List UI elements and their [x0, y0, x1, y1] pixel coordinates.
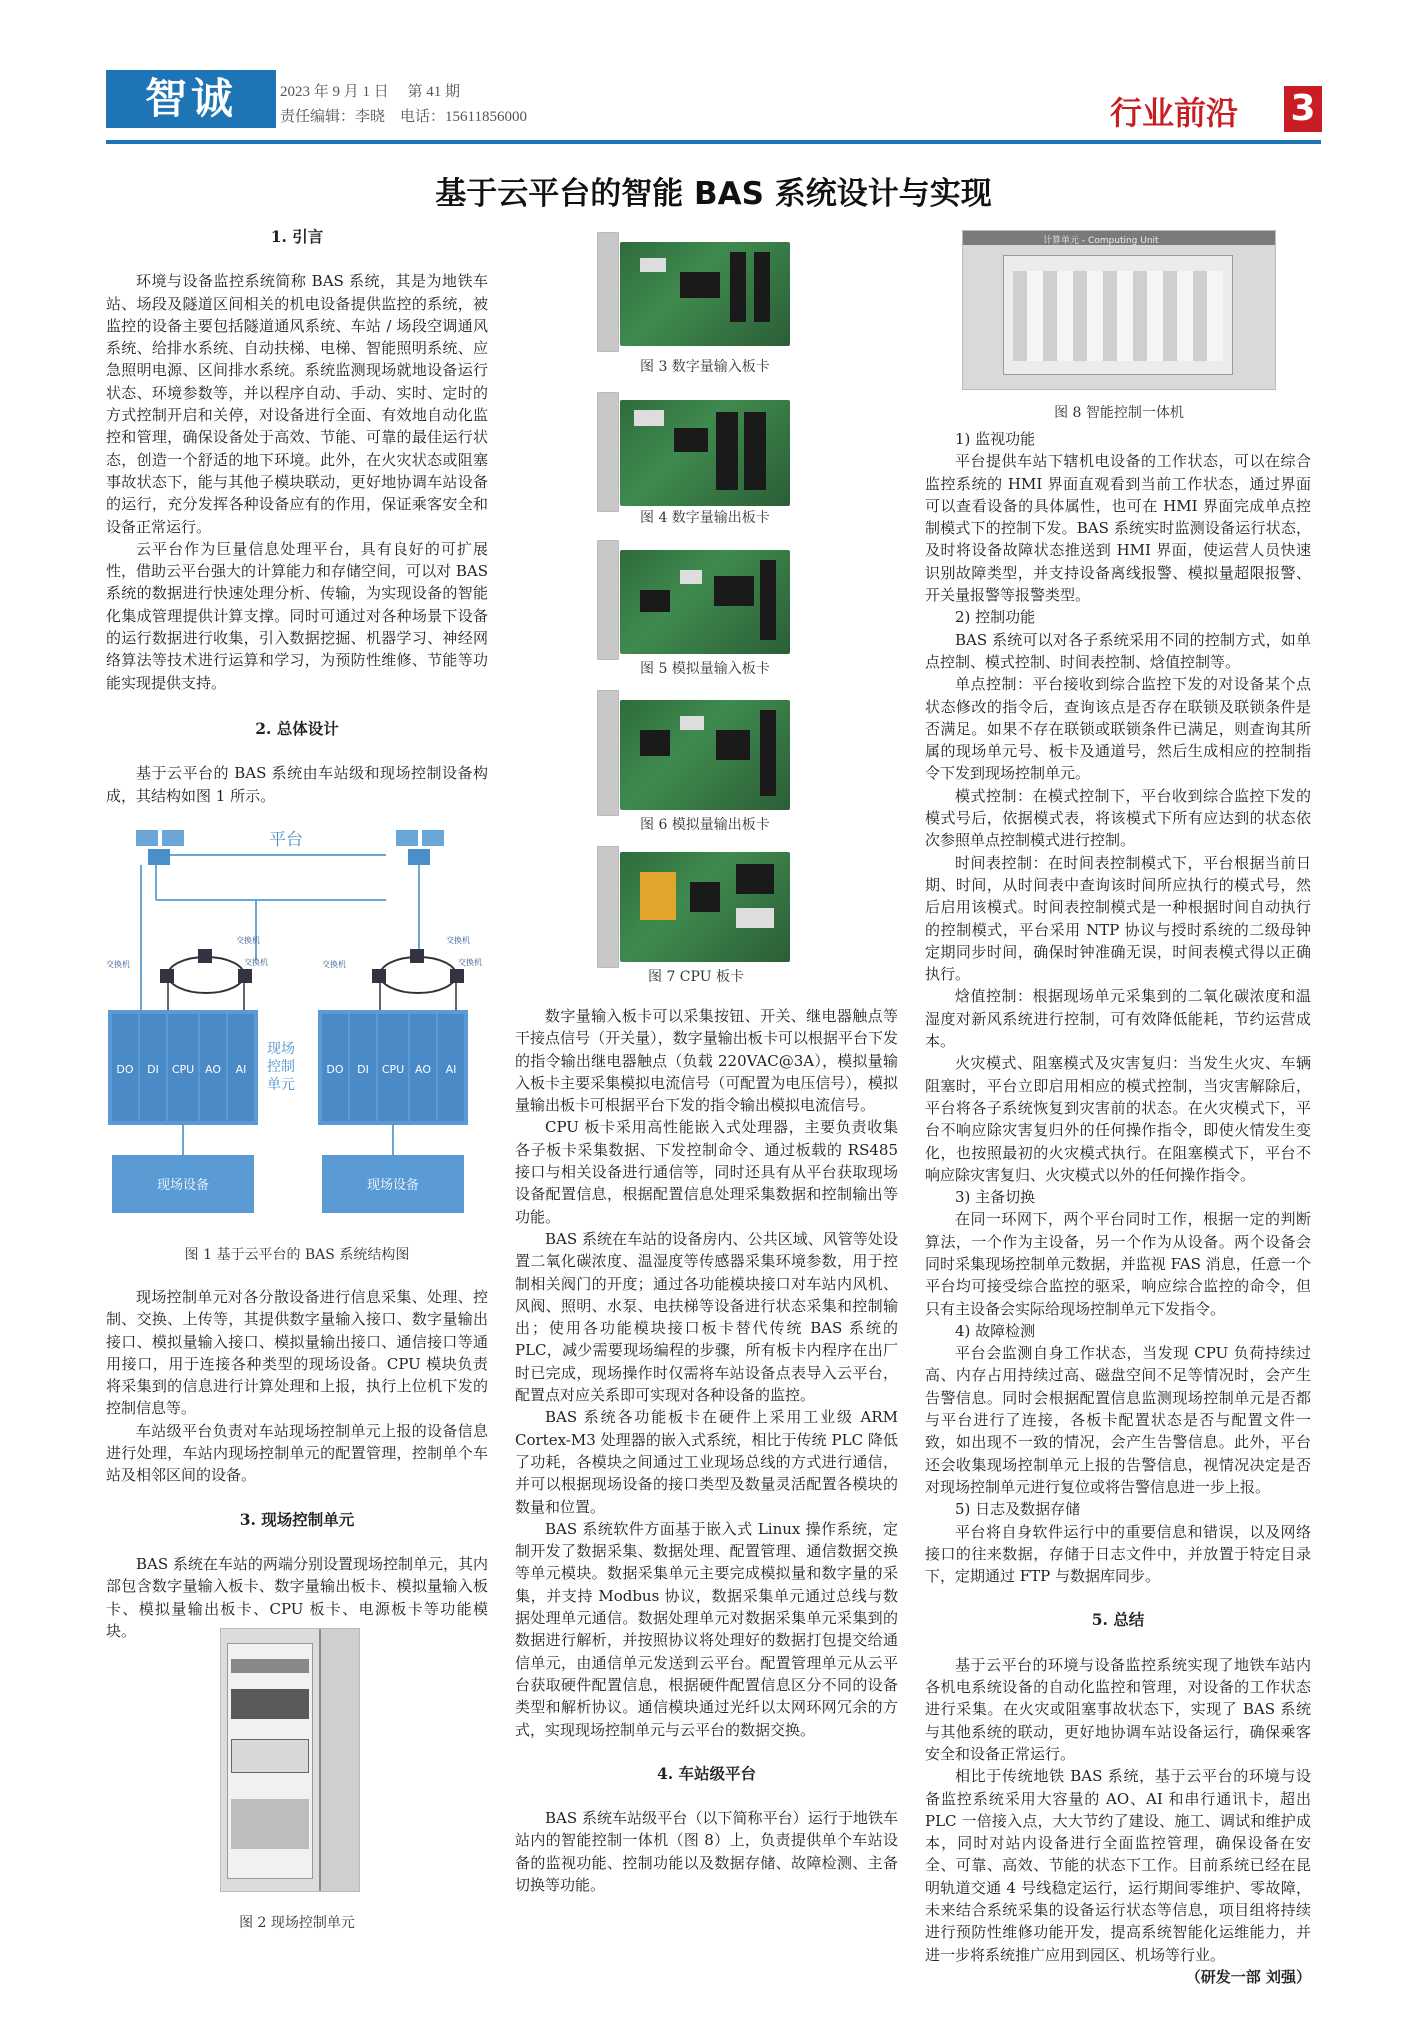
unit-paragraph-2: 数字量输入板卡可以采集按钮、开关、继电器触点等干接点信号（开关量），数字量输出板卡可以根据平台下发的指令输出继电器触点（负载 220VAC@3A），模拟量输入板卡主要采集模拟电流信号（可配置为电压信号），模拟量输出板卡可根据平台下发的指令输出模拟电流信号。	[515, 1007, 898, 1115]
masthead-rule	[106, 140, 1321, 144]
left-column-lower	[106, 1286, 488, 1642]
newspaper-logo: 智诚	[106, 70, 276, 128]
monitor-title: 1) 监视功能	[955, 430, 1036, 448]
station-heading: 4. 车站级平台	[656, 1763, 757, 1783]
fig3-board-photo	[620, 242, 790, 346]
module-label: DI	[147, 1063, 159, 1076]
design-paragraph-3: 车站级平台负责对车站现场控制单元上报的设备信息进行处理，车站内现场控制单元的配置管理，控制单个车站及相邻区间的设备。	[106, 1421, 488, 1485]
module-label: DI	[357, 1063, 369, 1076]
section-number: 3	[1284, 86, 1322, 132]
module-label: AO	[415, 1063, 431, 1076]
fig8-controller-photo	[962, 230, 1276, 390]
left-column	[106, 226, 488, 807]
control-paragraph-2: 单点控制：平台接收到综合监控下发的对设备某个点状态修改的指令后，查询该点是否存在联锁及联锁条件是否满足。如果不存在联锁或联锁条件已满足，则查询其所属的现场单元号、板卡及通道号，然后生成相应的控制指令下发到现场控制单元。	[925, 675, 1311, 783]
module-label: AI	[235, 1063, 247, 1076]
article-headline: 基于云平台的智能 BAS 系统设计与实现	[435, 176, 992, 212]
fig6-caption: 图 6 模拟量输出板卡	[640, 817, 770, 833]
control-unit-label: 现场控制单元	[267, 1041, 295, 1093]
control-paragraph-5: 焓值控制：根据现场单元采集到的二氧化碳浓度和温湿度对新风系统进行控制，可有效降低能耗，节约运营成本。	[925, 987, 1311, 1051]
summary-paragraph-1: 基于云平台的环境与设备监控系统实现了地铁车站内各机电系统设备的自动化监控和管理，对设备的工作状态进行采集。在火灾或阻塞事故状态下，实现了 BAS 系统与其他系统的联动，更好地协调车站设备运行，确保乘客安全和设备正常运行。	[925, 1655, 1311, 1763]
station-paragraph-1: BAS 系统车站级平台（以下简称平台）运行于地铁车站内的智能控制一体机（图 8）上，负责提供单个车站设备的监视功能、控制功能以及数据存储、故障检测、主备切换等功能。	[515, 1809, 898, 1894]
control-paragraph-1: BAS 系统可以对各子系统采用不同的控制方式，如单点控制、模式控制、时间表控制、焓值控制等。	[925, 630, 1311, 671]
design-paragraph-1: 基于云平台的 BAS 系统由车站级和现场控制设备构成，其结构如图 1 所示。	[106, 764, 488, 805]
module-label: AO	[205, 1063, 221, 1076]
control-paragraph-6: 火灾模式、阻塞模式及灾害复归：当发生火灾、车辆阻塞时，平台立即启用相应的模式控制，当灾害解除后，平台将各子系统恢复到灾害前的状态。在火灾模式下，平台不响应除灾害复归外的任何操作指令，即使火情发生变化，也按照最初的火灾模式执行。在阻塞模式下，平台不响应除灾害复归、火灾模式以外的任何操作指令。	[925, 1054, 1311, 1184]
module-label: CPU	[381, 1063, 405, 1076]
fig1-caption: 图 1 基于云平台的 BAS 系统结构图	[184, 1247, 410, 1263]
unit-paragraph-1: BAS 系统在车站的两端分别设置现场控制单元，其内部包含数字量输入板卡、数字量输出板卡、模拟量输入板卡、模拟量输出板卡、CPU 板卡、电源板卡等功能模块。	[106, 1554, 488, 1640]
unit-label-wrap	[261, 1040, 301, 1110]
fault-paragraph: 平台会监测自身工作状态，当发现 CPU 负荷持续过高、内存占用持续过高、磁盘空间不足等情况时，会产生告警信息。同时会根据配置信息监测现场控制单元是否都与平台进行了连接，各板卡配置状态是否与配置文件一致，如出现不一致的情况，会产生告警信息。此外，平台还会收集现场控制单元上报的告警信息，视情况决定是否对现场控制单元进行复位或将告警信息进一步上报。	[925, 1344, 1311, 1496]
summary-heading: 5. 总结	[1091, 1610, 1145, 1630]
issue-date: 2023 年 9 月 1 日 第 41 期	[280, 84, 461, 100]
byline: （研发一部 刘强）	[1185, 1967, 1311, 1986]
field-device-label: 现场设备	[156, 1178, 210, 1193]
middle-column	[515, 1005, 898, 1896]
fig7-board-photo	[620, 852, 790, 962]
design-paragraph-2: 现场控制单元对各分散设备进行信息采集、处理、控制、交换、上传等，其提供数字量输入接口、数字量输出接口、模拟量输入接口、模拟量输出接口、通信接口等通用接口，用于连接各种类型的现场设备。CPU 模块负责将采集到的信息进行计算处理和上报，执行上位机下发的控制信息等。	[106, 1288, 488, 1418]
module-label: CPU	[171, 1063, 195, 1076]
server-cluster-icon	[396, 830, 444, 865]
server-cluster-icon	[136, 830, 184, 865]
ring-network-left	[106, 935, 268, 1010]
module-label: DO	[116, 1063, 134, 1076]
control-unit-left	[108, 1010, 258, 1125]
unit-heading: 3. 现场控制单元	[239, 1509, 355, 1529]
board-faceplate	[597, 392, 619, 512]
editor-line: 责任编辑：李晓 电话：15611856000	[280, 109, 527, 125]
intro-heading: 1. 引言	[270, 227, 324, 246]
intro-paragraph-2: 云平台作为巨量信息处理平台，具有良好的可扩展性，借助云平台强大的计算能力和存储空间，可以对 BAS 系统的数据进行快速处理分析、传输，为实现设备的智能化集成管理提供计算支撑。同时可通过对各种场景下设备的运行数据进行收集，引入数据挖掘、机器学习、神经网络算法等技术进行运算和学习，为预防性维修、节能等功能实现提供支持。	[106, 539, 488, 692]
section-title: 行业前沿	[1110, 94, 1239, 132]
unit-paragraph-3: CPU 板卡采用高性能嵌入式处理器，主要负责收集各子板卡采集数据、下发控制命令、通过板载的 RS485 接口与相关设备进行通信等，同时还具有从平台获取现场设备配置信息，根据配置信息处理采集数据和控制输出等功能。	[515, 1118, 898, 1226]
fig4-board-photo	[620, 400, 790, 506]
module-label: AI	[445, 1063, 457, 1076]
switch-label: 交换机	[322, 960, 346, 969]
fig8-caption: 图 8 智能控制一体机	[1054, 405, 1184, 421]
switch-label: 交换机	[244, 958, 268, 967]
platform-label: 平台	[269, 830, 303, 850]
monitor-paragraph: 平台提供车站下辖机电设备的工作状态，可以在综合监控系统的 HMI 界面直观看到当前工作状态，通过界面可以查看设备的具体属性，也可在 HMI 界面完成单点控制模式下的控制下发。BAS 系统实时监测设备运行状态，及时将设备故障状态推送到 HMI 界面，使运营人员快速识别故障类型，并支持设备离线报警、模拟量超限报警、开关量报警等报警类型。	[925, 452, 1311, 605]
unit-paragraph-6: BAS 系统软件方面基于嵌入式 Linux 操作系统，定制开发了数据采集、数据处理、配置管理、通信数据交换等单元模块。数据采集单元主要完成模拟量和数字量的采集，并支持 Modbus 协议，数据采集单元通过总线与数据处理单元通信。数据处理单元对数据采集单元采集到的数据进行解析，并按照协议将处理好的数据打包提交给通信单元，由通信单元发送到云平台。配置管理单元从云平台获取硬件配置信息，根据硬件配置信息区分不同的设备类型和解析协议。通信模块通过光纤以太网环网冗余的方式，实现现场控制单元与云平台的数据交换。	[515, 1519, 898, 1739]
board-faceplate	[597, 690, 619, 816]
log-paragraph: 平台将自身软件运行中的重要信息和错误，以及网络接口的往来数据，存储于日志文件中，并放置于特定目录下，定期通过 FTP 与数据库同步。	[925, 1522, 1311, 1586]
fig1-architecture-diagram	[106, 815, 488, 1265]
switch-label: 交换机	[458, 958, 482, 967]
control-title: 2) 控制功能	[955, 608, 1036, 627]
switch-label: 交换机	[106, 960, 130, 969]
fig7-caption: 图 7 CPU 板卡	[648, 969, 744, 985]
control-unit-right	[318, 1010, 468, 1125]
intro-paragraph-1: 环境与设备监控系统简称 BAS 系统，其是为地铁车站、场段及隧道区间相关的机电设备提供监控的系统，被监控的设备主要包括隧道通风系统、车站 / 场段空调通风系统、给排水系统、自动扶梯、电梯、智能照明系统、应急照明电源、区间排水系统。系统监测现场就地设备运行状态、环境参数等，并以程序自动、手动、实时、定时的方式控制开启和关停，对设备进行全面、有效地自动化监控和管理，确保设备处于高效、节能、可靠的最佳运行状态，创造一个舒适的地下环境。此外，在火灾状态或阻塞事故状态下，能与其他子模块联动，更好地协调车站设备的运行，充分发挥各种设备应有的作用，保证乘客安全和设备正常运行。	[106, 272, 488, 536]
fig5-caption: 图 5 模拟量输入板卡	[640, 661, 770, 677]
fig6-board-photo	[620, 700, 790, 810]
module-label: DO	[326, 1063, 344, 1076]
log-title: 5) 日志及数据存储	[955, 1500, 1081, 1519]
summary-paragraph-2: 相比于传统地铁 BAS 系统，基于云平台的环境与设备监控系统采用大容量的 AO、AI 和串行通讯卡，超出 PLC 一倍接入点，大大节约了建设、施工、调试和维护成本，同时对站内设备进行全面监控管理，确保设备在安全、可靠、高效、节能的状态下工作。目前系统已经在昆明轨道交通 4 号线稳定运行，运行期间零维护、零故障，未来结合系统采集的设备运行状态等信息，项目组将持续进行预防性维修功能开发，提高系统智能化运维能力，并进一步将系统推广应用到园区、机场等行业。	[925, 1767, 1311, 1964]
fault-title: 4) 故障检测	[955, 1321, 1036, 1340]
fig4-caption: 图 4 数字量输出板卡	[640, 510, 770, 526]
fig2-caption: 图 2 现场控制单元	[239, 1915, 355, 1931]
board-faceplate	[597, 232, 619, 352]
switch-paragraph: 在同一环网下，两个平台同时工作，根据一定的判断算法，一个作为主设备，另一个作为从设备。两个设备会同时采集现场控制单元数据，并监视 FAS 消息，任意一个平台均可接受综合监控的驱采，响应综合监控的命令，但只有主设备会实际给现场控制单元下发指令。	[925, 1210, 1311, 1318]
switch-label: 交换机	[236, 936, 260, 945]
switch-title: 3) 主备切换	[955, 1188, 1036, 1207]
unit-paragraph-5: BAS 系统各功能板卡在硬件上采用工业级 ARM Cortex-M3 处理器的嵌入式系统，相比于传统 PLC 降低了功耗，各模块之间通过工业现场总线的方式进行通信，并可以根据现场设备的接口类型及数量灵活配置各模块的数量和位置。	[515, 1408, 898, 1516]
control-paragraph-4: 时间表控制：在时间表控制模式下，平台根据当前日期、时间，从时间表中查询该时间所应执行的模式号，然后启用该模式。时间表控制模式是一种根据时间自动执行的控制模式，平台采用 NTP 协议与授时系统的二级母钟定期同步时间，确保时钟准确无误，时间表模式得以正确执行。	[925, 853, 1311, 984]
fig5-board-photo	[620, 550, 790, 654]
unit-paragraph-4: BAS 系统在车站的设备房内、公共区域、风管等处设置二氧化碳浓度、温湿度等传感器采集环境参数，用于控制相关阀门的开度；通过各功能模块接口对车站内风机、风阀、照明、水泵、电扶梯等设备进行状态采集和控制输出；使用各功能模块接口板卡替代传统 BAS 系统的 PLC，减少需要现场编程的步骤，所有板卡内程序在出厂时已完成，现场操作时仅需将车站设备点表导入云平台，配置点对应关系即可实现对各种设备的监控。	[515, 1229, 898, 1405]
right-column	[925, 428, 1311, 1988]
design-heading: 2. 总体设计	[255, 718, 339, 738]
fig2-cabinet-photo	[220, 1628, 360, 1892]
board-faceplate	[597, 846, 619, 968]
ring-network-right	[322, 935, 482, 1010]
switch-label: 交换机	[446, 936, 470, 945]
field-device-label: 现场设备	[366, 1178, 420, 1193]
fig3-caption: 图 3 数字量输入板卡	[640, 359, 770, 375]
board-faceplate	[597, 540, 619, 660]
control-paragraph-3: 模式控制：在模式控制下，平台收到综合监控下发的模式号后，依据模式表，将该模式下所有应达到的状态依次参照单点控制模式进行控制。	[925, 786, 1311, 850]
fig8-unit-label: 计算单元 - Computing Unit	[1043, 236, 1159, 246]
